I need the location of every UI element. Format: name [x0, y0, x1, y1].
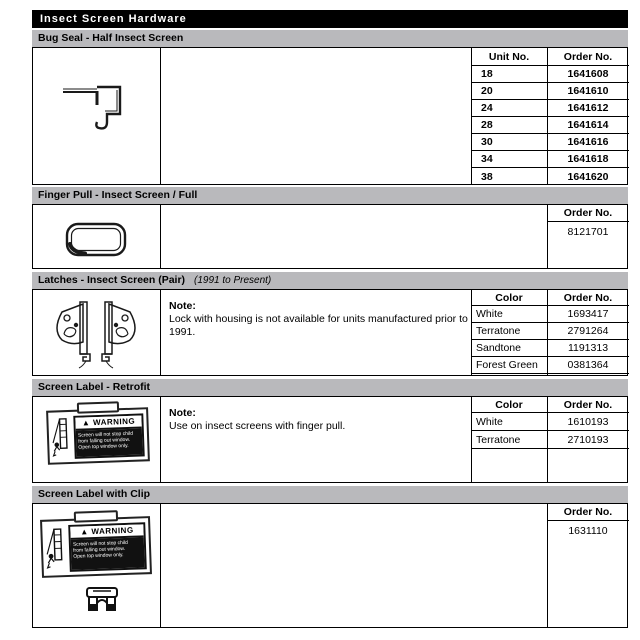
unit-no-cell: 30 [481, 136, 493, 148]
section-header-latches-label: Latches - Insect Screen (Pair) [38, 274, 186, 286]
retrofit-table [32, 396, 628, 483]
section-header-retrofit-label: Screen Label - Retrofit [38, 381, 151, 393]
section-header-bug-seal-label: Bug Seal - Half Insect Screen [38, 32, 184, 44]
note-line: Use on insect screens with finger pull. [169, 420, 346, 432]
latches-table [32, 289, 628, 376]
color-cell: White [476, 415, 503, 428]
warning-label-tab [74, 510, 119, 523]
col-header-order-no: Order No. [563, 207, 613, 219]
order-no-cell: 2791264 [567, 325, 609, 337]
retrofit-color-table [471, 397, 629, 449]
falling-child-pictogram-icon [44, 525, 69, 572]
color-cell: Terratone [476, 433, 521, 446]
section-header-latches [32, 272, 628, 289]
table-row [471, 151, 629, 168]
order-no-cell: 0381364 [567, 359, 609, 371]
note-line: Lock with housing is not available for units manufactured prior to [169, 313, 468, 325]
section-header-bug-seal [32, 30, 628, 47]
table-row [471, 66, 629, 83]
warning-label-drawing [40, 516, 152, 578]
order-no-cell: 8121701 [567, 226, 609, 238]
warning-label-drawing [46, 407, 150, 465]
table-row [471, 83, 629, 100]
warning-label-tab [77, 401, 119, 413]
column-divider [160, 504, 161, 627]
warning-title: WARNING [91, 525, 134, 537]
finger-pull-order-col [547, 205, 629, 238]
retrofit-image-cell [33, 397, 160, 482]
column-divider [160, 48, 161, 184]
unit-no-cell: 38 [481, 170, 493, 183]
col-header-color: Color [495, 291, 523, 304]
unit-no-cell: 20 [481, 85, 493, 97]
table-row [471, 431, 629, 449]
warning-fine-print: Screen will not stop child from falling out window. Open top window only. [71, 537, 145, 570]
section-header-finger-pull-label: Finger Pull - Insect Screen / Full [38, 189, 198, 201]
table-header-row [471, 48, 629, 66]
col-header-order-no: Order No. [563, 398, 613, 411]
order-no-cell: 1191313 [567, 342, 609, 354]
color-cell: Forest Green [476, 359, 538, 371]
order-no-cell: 1641612 [567, 102, 609, 114]
note-label: Note: [169, 407, 196, 419]
col-header-color: Color [495, 398, 523, 411]
table-header-row [547, 205, 629, 222]
warning-box [73, 413, 144, 458]
retrofit-note [169, 407, 469, 433]
order-no-cell: 1631110 [568, 525, 608, 537]
section-header-latches-suffix: (1991 to Present) [193, 275, 272, 286]
order-no-cell: 1641620 [567, 170, 609, 183]
column-divider [160, 290, 161, 375]
table-row [471, 413, 629, 431]
col-header-order-no: Order No. [563, 291, 613, 304]
order-no-cell: 1641614 [567, 119, 609, 131]
color-cell: Sandtone [476, 342, 521, 354]
order-no-cell: 1641608 [567, 68, 609, 80]
order-no-cell: 1610193 [567, 415, 609, 428]
order-no-cell: 1641618 [567, 153, 609, 165]
finger-pull-drawing [64, 221, 128, 259]
clip-order-col [547, 504, 629, 537]
table-row [471, 323, 629, 340]
note-line: 1991. [169, 326, 196, 338]
bug-seal-image-cell [33, 48, 160, 184]
order-no-cell: 1693417 [567, 308, 609, 320]
bug-seal-profile-drawing [61, 78, 123, 134]
table-header-row [471, 397, 629, 413]
order-no-cell: 1641616 [567, 136, 609, 148]
table-row [471, 357, 629, 374]
section-header-clip-label: Screen Label with Clip [38, 488, 151, 500]
order-no-cell: 1641610 [567, 85, 609, 97]
table-row [471, 168, 629, 185]
bug-seal-table [32, 47, 628, 185]
table-row [471, 117, 629, 134]
warning-title: WARNING [92, 416, 136, 428]
section-header-clip [32, 486, 628, 503]
unit-no-cell: 34 [481, 153, 493, 165]
warning-triangle-icon: ▲ [81, 418, 91, 428]
col-header-order-no: Order No. [563, 50, 613, 63]
page-title: Insect Screen Hardware [32, 10, 628, 28]
latches-note [169, 300, 469, 339]
latches-color-table [471, 290, 629, 374]
color-cell: White [476, 308, 503, 320]
col-header-order-no: Order No. [563, 506, 613, 518]
clip-image-cell [33, 504, 160, 627]
bug-seal-order-table [471, 48, 629, 185]
table-row [471, 340, 629, 357]
finger-pull-table [32, 204, 628, 269]
unit-no-cell: 28 [481, 119, 493, 131]
unit-no-cell: 24 [481, 102, 493, 114]
color-cell: Terratone [476, 325, 521, 337]
unit-no-cell: 18 [481, 68, 493, 80]
latch-pair-drawing [50, 298, 142, 370]
finger-pull-image-cell [33, 205, 160, 268]
order-no-cell: 2710193 [567, 433, 609, 446]
latches-image-cell [33, 290, 160, 375]
table-header-row [471, 290, 629, 306]
screen-clip-drawing [85, 586, 119, 618]
warning-fine-print: Screen will not stop child from falling out window. Open top window only. [76, 428, 143, 456]
column-divider [160, 397, 161, 482]
column-divider [160, 205, 161, 268]
warning-triangle-icon: ▲ [80, 527, 89, 537]
table-row [471, 100, 629, 117]
table-header-row [547, 504, 629, 521]
table-row [471, 134, 629, 151]
section-header-finger-pull [32, 187, 628, 204]
falling-child-pictogram-icon [50, 416, 73, 459]
note-label: Note: [169, 300, 196, 312]
clip-table [32, 503, 628, 628]
section-header-retrofit [32, 379, 628, 396]
col-header-unit-no: Unit No. [488, 50, 530, 63]
table-row [471, 306, 629, 323]
warning-box [68, 522, 147, 572]
